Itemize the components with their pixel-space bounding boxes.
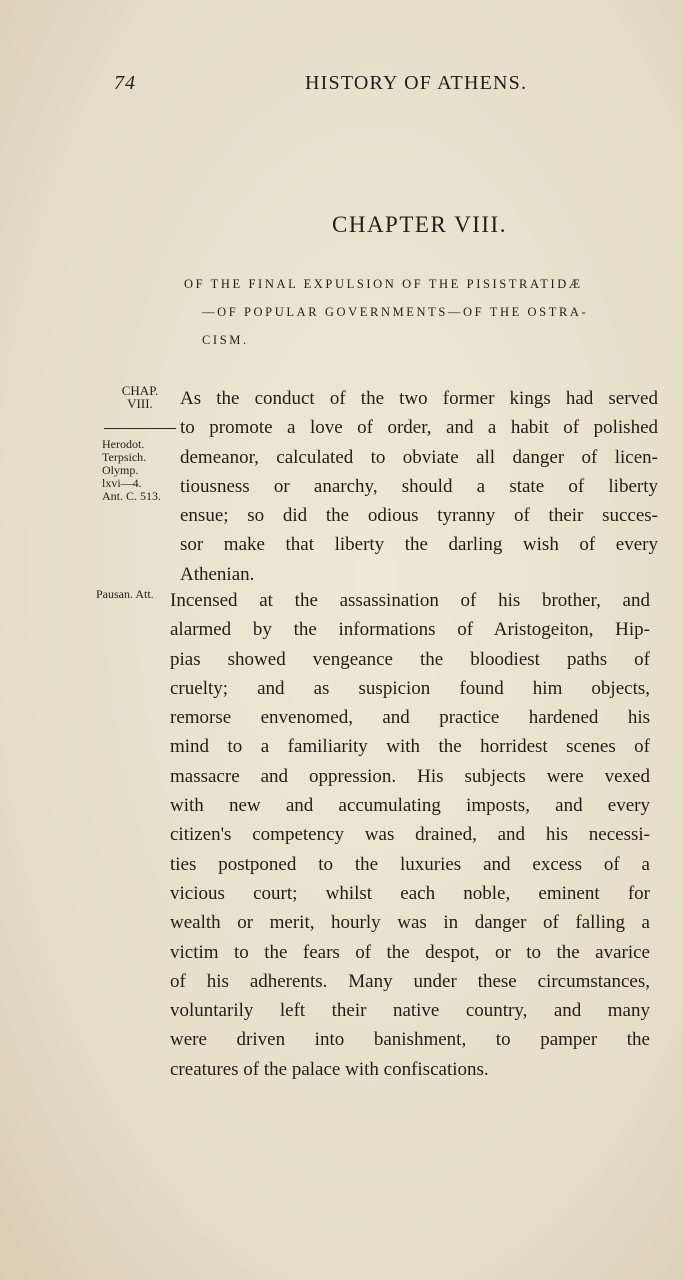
chapter-summary	[184, 270, 666, 354]
text-line: of his adherents. Many under these circumstances,	[170, 970, 650, 992]
text-line: to promote a love of order, and a habit of polished	[180, 417, 658, 439]
text-line: victim to the fears of the despot, or to the avarice	[170, 941, 650, 963]
running-head: HISTORY OF ATHENS.	[305, 72, 528, 94]
text-line: alarmed by the informations of Aristogeiton, Hip-	[170, 619, 650, 641]
text-line: mind to a familiarity with the horridest scenes of	[170, 736, 650, 758]
margin-chap-word: CHAP.	[121, 383, 159, 398]
citation-line: Olymp.	[102, 463, 139, 477]
text-line: pias showed vengeance the bloodiest paths of	[170, 648, 650, 670]
text-line: vicious court; whilst each noble, eminent for	[170, 882, 650, 904]
citation-line: Ant. C. 513.	[102, 489, 162, 503]
text-line: remorse envenomed, and practice hardened his	[170, 707, 650, 729]
text-line: creatures of the palace with confiscations.	[170, 1058, 489, 1080]
text-line: voluntarily left their native country, and many	[170, 1000, 650, 1022]
margin-rule	[104, 428, 176, 429]
summary-line: OF THE FINAL EXPULSION OF THE PISISTRATIDÆ	[184, 277, 583, 291]
margin-chapter-label	[116, 384, 164, 410]
paragraph-1	[180, 384, 658, 589]
chapter-title: CHAPTER VIII.	[332, 212, 507, 237]
citation-line: Herodot.	[102, 437, 145, 451]
citation-line: lxvi—4.	[102, 476, 142, 490]
text-line: ensue; so did the odious tyranny of their succes-	[180, 505, 658, 527]
text-line: citizen's competency was drained, and his necessi-	[170, 824, 650, 846]
text-line: sor make that liberty the darling wish of every	[180, 534, 658, 556]
text-line: As the conduct of the two former kings had served	[180, 388, 658, 409]
text-line: demeanor, calculated to obviate all danger of licen-	[180, 446, 658, 468]
margin-citation-pausanias: Pausan. Att.	[96, 587, 154, 601]
text-line: ties postponed to the luxuries and excess of a	[170, 853, 650, 875]
page-number: 74	[114, 72, 136, 94]
summary-line: —OF POPULAR GOVERNMENTS—OF THE OSTRA-	[202, 305, 589, 319]
text-line: with new and accumulating imposts, and every	[170, 795, 650, 817]
summary-line: CISM.	[202, 333, 249, 347]
paragraph-2	[170, 586, 650, 1084]
text-line: were driven into banishment, to pamper the	[170, 1029, 650, 1051]
text-line: massacre and oppression. His subjects were vexed	[170, 765, 650, 787]
margin-citation	[102, 438, 182, 503]
text-line: Incensed at the assassination of his brother, and	[170, 590, 650, 611]
citation-line: Terpsich.	[102, 450, 147, 464]
text-line: cruelty; and as suspicion found him objects,	[170, 677, 650, 699]
text-line: wealth or merit, hourly was in danger of falling a	[170, 912, 650, 934]
margin-chap-number: VIII.	[127, 396, 153, 411]
text-line: tiousness or anarchy, should a state of liberty	[180, 475, 658, 497]
text-line: Athenian.	[180, 563, 255, 585]
